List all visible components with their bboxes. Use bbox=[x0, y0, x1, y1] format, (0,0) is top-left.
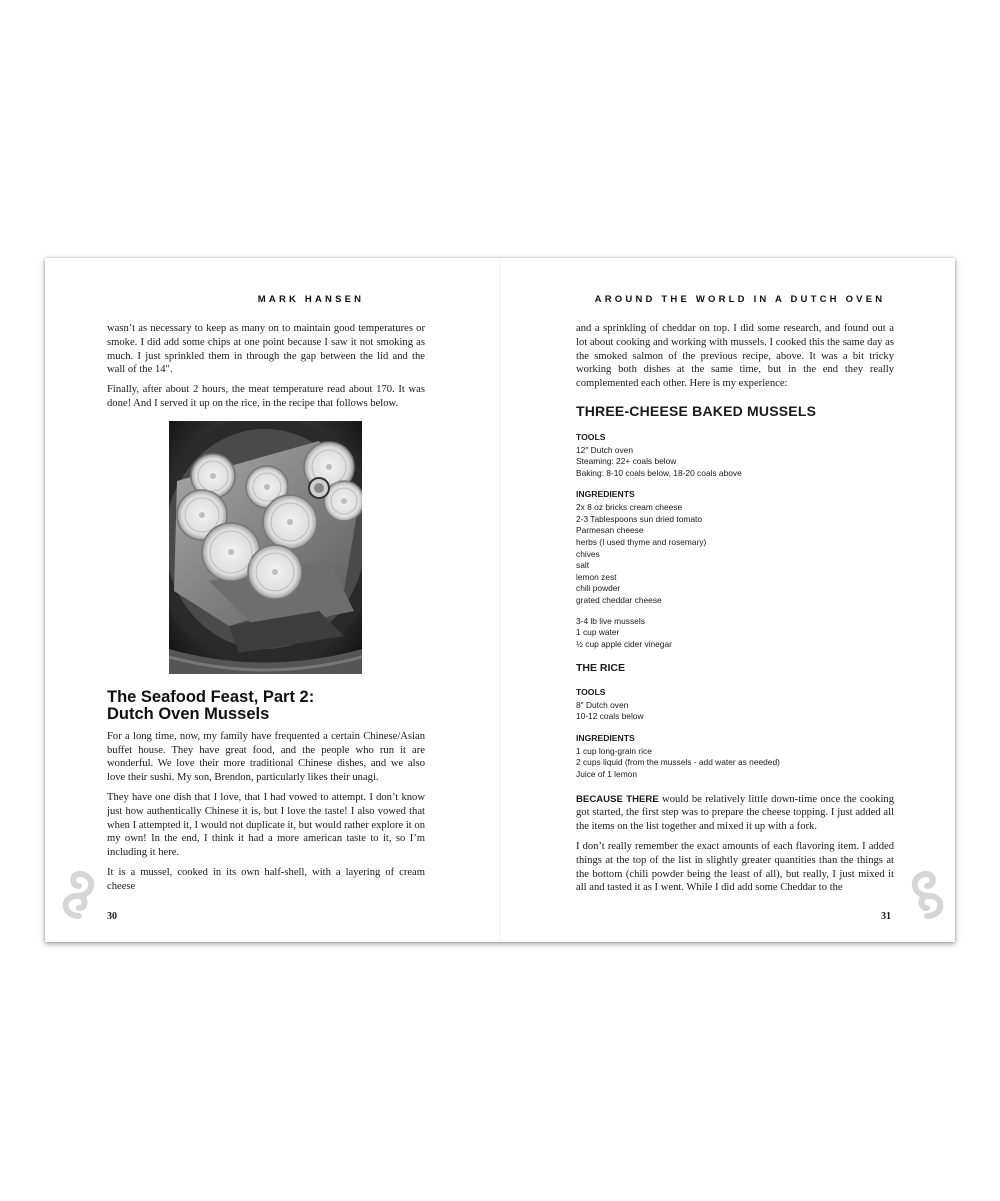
section-title bbox=[107, 689, 425, 723]
paragraph: They have one dish that I love, that I had vowed to attempt. I don’t know just how authentically Chinese it is, but I love the taste! I also vowed that when I attempted it, I would not duplicate it, but would rather explore it on my own! In the end, I think it had a more american taste to it, so I’m including it here. bbox=[107, 791, 425, 859]
ingredients-list bbox=[576, 502, 894, 606]
list-item: chili powder bbox=[576, 583, 621, 594]
list-item: grated cheddar cheese bbox=[576, 594, 662, 605]
flourish-ornament-icon bbox=[57, 864, 101, 922]
book-spread bbox=[45, 258, 955, 942]
recipe-title: THREE-CHEESE BAKED MUSSELS bbox=[576, 402, 817, 419]
list-item: ½ cup apple cider vinegar bbox=[576, 638, 672, 649]
list-item: chives bbox=[576, 548, 600, 559]
list-item: 1 cup long-grain rice bbox=[576, 745, 652, 756]
running-head-left: MARK HANSEN bbox=[257, 294, 365, 305]
section-title-line: The Seafood Feast, Part 2: bbox=[107, 687, 315, 706]
list-item: Juice of 1 lemon bbox=[576, 769, 637, 780]
paragraph bbox=[576, 793, 894, 834]
paragraph-text: would be relatively little down-time once the cooking got started, the first step was to prepare the cheese topping. I just added all the items on the list together and mixed it up with a fork. bbox=[576, 793, 895, 833]
running-head-right: AROUND THE WORLD IN A DUTCH OVEN bbox=[594, 294, 886, 305]
paragraph: wasn’t as necessary to keep as many on to maintain good temperatures or smoke. I did add some chips at one point because I saw it not smoking as much. I just sprinkled them in through the gap between the lid and the wall of the 14″. bbox=[107, 323, 425, 376]
photo-image bbox=[169, 421, 362, 674]
list-item: 2-3 Tablespoons sun dried tomato bbox=[576, 513, 703, 524]
paragraph: I don’t really remember the exact amounts of each flavoring item. I added things at the top of the list in slightly greater quantities than the things at the bottom (chili powder being the least of all), but really, I just mixed it all and tasted it as I went. While I did add some Cheddar to the bbox=[576, 841, 894, 894]
flourish-ornament-icon bbox=[905, 864, 949, 922]
list-item: 12″ Dutch oven bbox=[576, 444, 633, 455]
right-text-column bbox=[576, 322, 894, 901]
rice-title: THE RICE bbox=[576, 662, 626, 675]
ingredients-list-2 bbox=[576, 616, 894, 651]
list-item: herbs (I used thyme and rosemary) bbox=[576, 536, 707, 547]
list-item: Baking: 8-10 coals below, 18-20 coals above bbox=[576, 467, 742, 478]
ingredients-label: INGREDIENTS bbox=[576, 489, 635, 500]
right-page bbox=[500, 258, 955, 942]
rice-tools-label: TOOLS bbox=[576, 687, 606, 698]
tools-label: TOOLS bbox=[576, 431, 606, 442]
list-item: 1 cup water bbox=[576, 627, 620, 638]
rice-ingredients-label: INGREDIENTS bbox=[576, 733, 635, 744]
left-page bbox=[45, 258, 500, 942]
paragraph: and a sprinkling of cheddar on top. I did some research, and found out a lot about cooking and working with mussels. I cooked this the same day as the smoked salmon of the previous recipe, above. It was a bit tricky working both dishes at the same time, but in the end they really complemented each other. Here is my experience: bbox=[576, 323, 894, 390]
list-item: 2 cups liquid (from the mussels - add water as needed) bbox=[576, 757, 780, 768]
page-number-left: 30 bbox=[107, 911, 117, 922]
paragraph: It is a mussel, cooked in its own half-shell, with a layering of cream cheese bbox=[107, 866, 425, 892]
list-item: Parmesan cheese bbox=[576, 525, 644, 536]
list-item: 3-4 lb live mussels bbox=[576, 615, 645, 626]
page-number-right: 31 bbox=[881, 911, 891, 922]
left-text-column bbox=[107, 322, 425, 900]
tools-list bbox=[576, 445, 894, 480]
salmon-lemon-photo bbox=[169, 421, 362, 674]
paragraph: Finally, after about 2 hours, the meat temperature read about 170. It was done! And I served it up on the rice, in the recipe that follows below. bbox=[107, 384, 425, 409]
list-item: 8″ Dutch oven bbox=[576, 699, 629, 710]
list-item: 10-12 coals below bbox=[576, 711, 644, 722]
list-item: 2x 8 oz bricks cream cheese bbox=[576, 502, 683, 513]
list-item: salt bbox=[576, 560, 590, 571]
list-item: lemon zest bbox=[576, 571, 617, 582]
paragraph-lead: BECAUSE THERE bbox=[576, 793, 659, 805]
list-item: Steaming: 22+ coals below bbox=[576, 456, 677, 467]
section-title-line: Dutch Oven Mussels bbox=[107, 704, 270, 723]
rice-tools-list bbox=[576, 700, 894, 723]
rice-ingredients-list bbox=[576, 746, 894, 781]
paragraph: For a long time, now, my family have frequented a certain Chinese/Asian buffet house. They have great food, and the people who run it are wonderful. We love their more traditional Chinese dishes, and we also love their sushi. My son, Brendon, particularly likes their unagi. bbox=[107, 730, 425, 784]
